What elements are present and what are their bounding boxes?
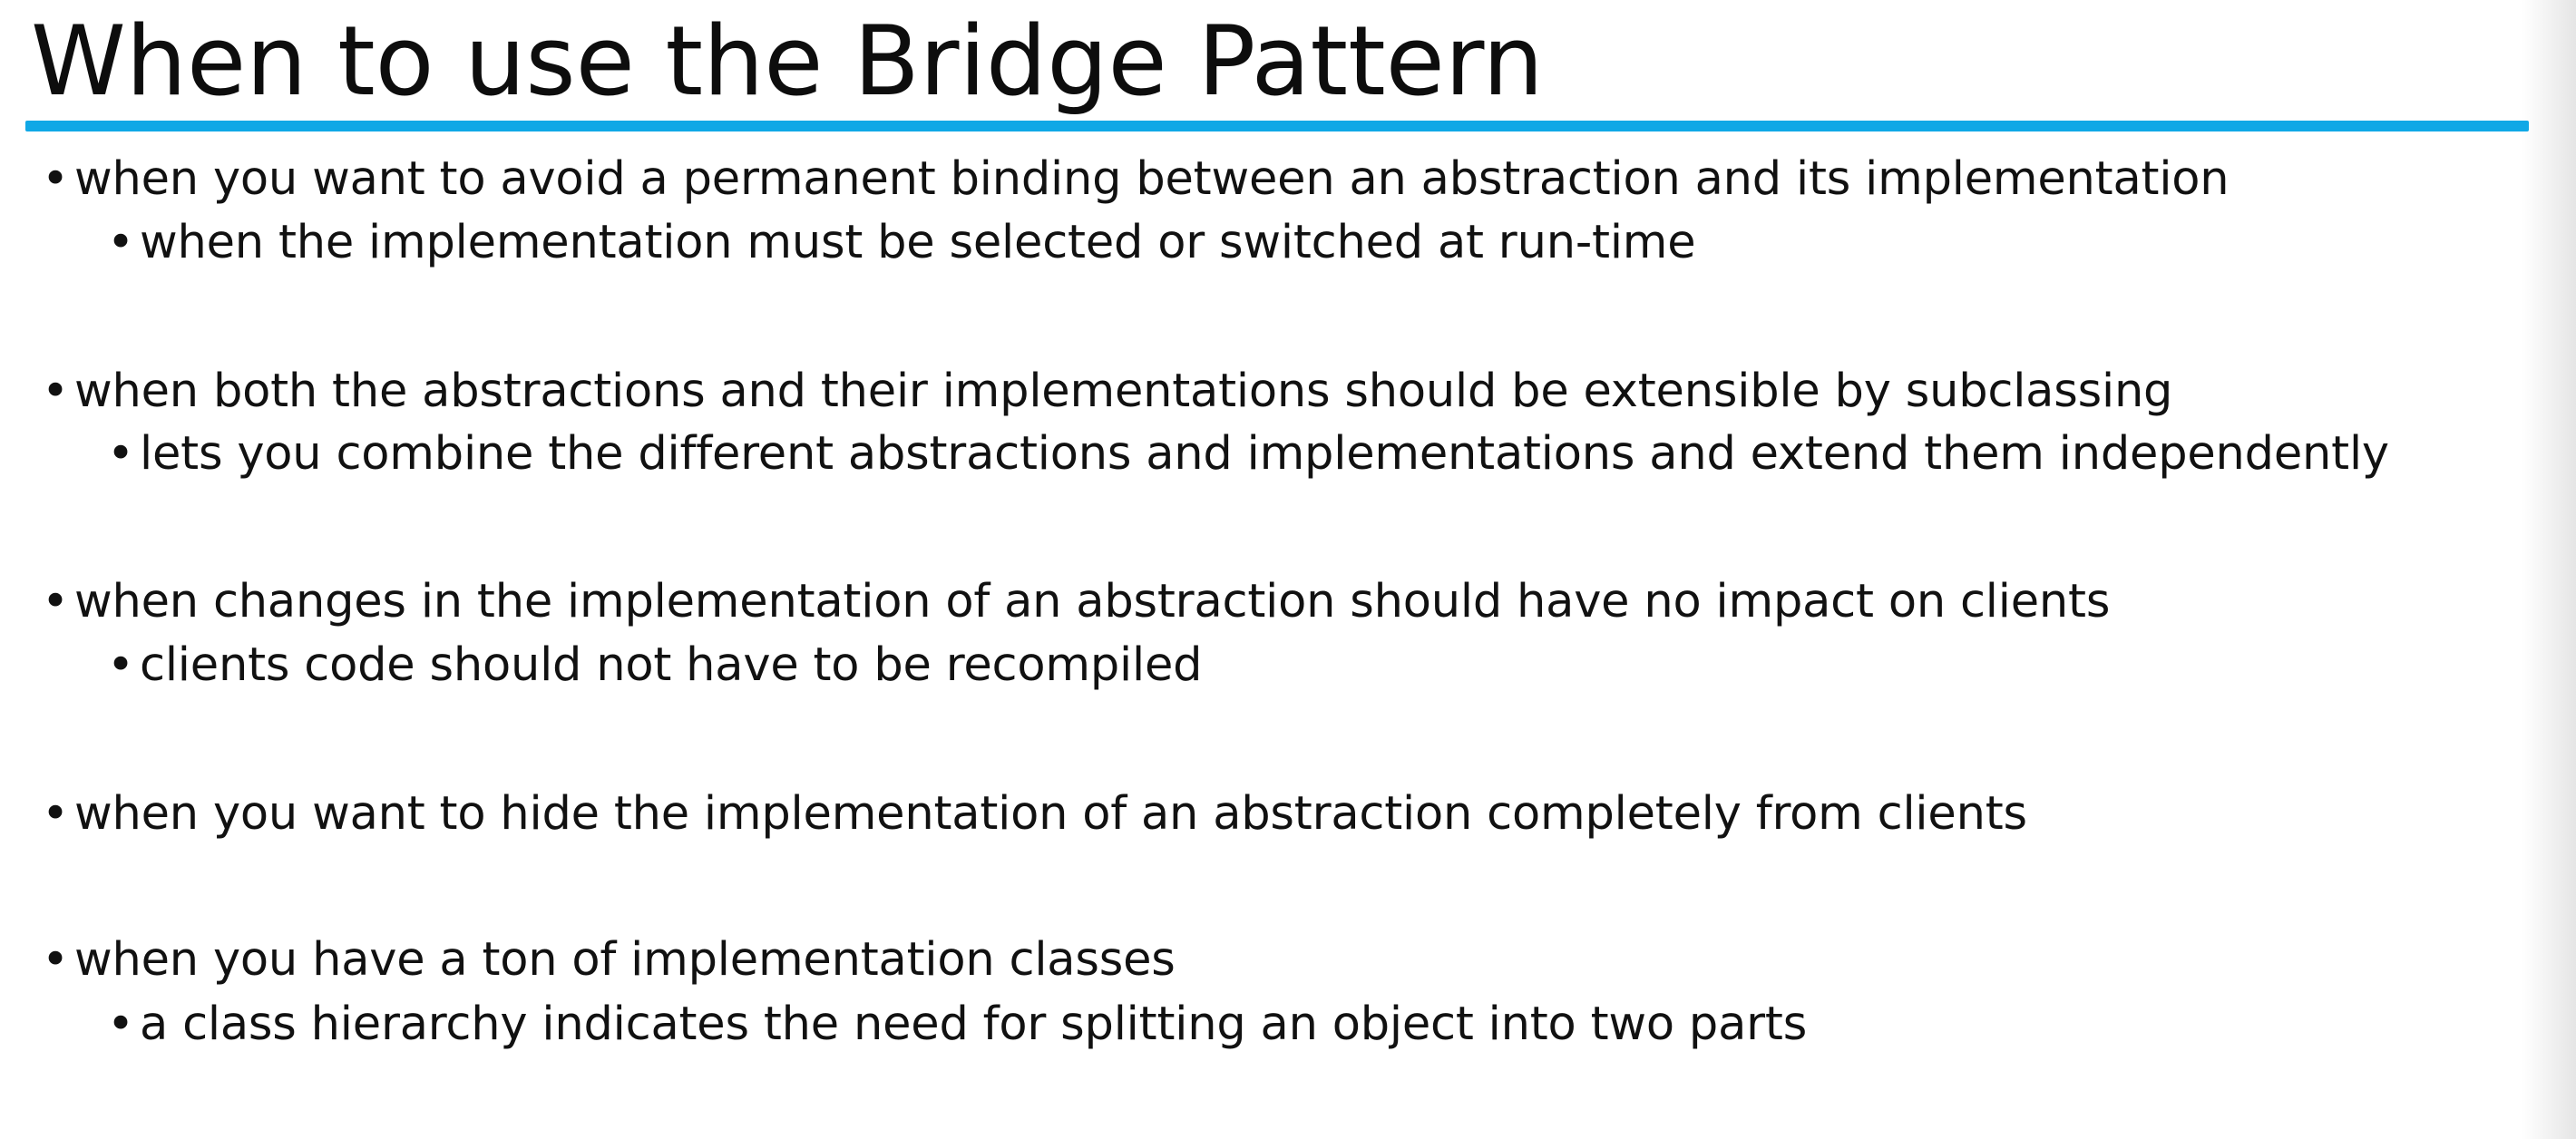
sub-bullet-point (107, 425, 2389, 483)
bullet-point (42, 573, 2110, 631)
sub-bullet-text: a class hierarchy indicates the need for splitting an object into two parts (140, 998, 1808, 1051)
bullet-text: when changes in the implementation of an abstraction should have no impact on clients (74, 575, 2111, 628)
bullet-dot-icon: • (42, 933, 69, 987)
bullet-dot-icon: • (107, 638, 134, 692)
bullet-point (42, 363, 2172, 421)
bullet-dot-icon: • (42, 365, 69, 418)
bullet-point (42, 931, 1176, 989)
slide-title: When to use the Bridge Pattern (31, 5, 1544, 117)
bullet-dot-icon: • (42, 575, 69, 628)
bullet-dot-icon: • (107, 216, 134, 269)
sub-bullet-point (107, 996, 1807, 1054)
bullet-dot-icon: • (107, 998, 134, 1051)
bullet-point (42, 151, 2229, 209)
bullet-text: when you want to hide the implementation of an abstraction completely from clients (74, 787, 2027, 841)
sub-bullet-point (107, 637, 1202, 695)
bullet-text: when you have a ton of implementation classes (74, 933, 1176, 987)
bullet-dot-icon: • (42, 152, 69, 206)
bullet-dot-icon: • (42, 787, 69, 841)
bullet-point (42, 785, 2027, 843)
sub-bullet-text: clients code should not have to be recompiled (140, 638, 1203, 692)
sub-bullet-text: lets you combine the different abstractions and implementations and extend them independently (140, 427, 2389, 481)
bullet-text: when you want to avoid a permanent binding between an abstraction and its implementation (74, 152, 2230, 206)
bullet-dot-icon: • (107, 427, 134, 481)
sub-bullet-point (107, 214, 1695, 272)
sub-bullet-text: when the implementation must be selected or switched at run-time (140, 216, 1696, 269)
bullet-text: when both the abstractions and their implementations should be extensible by subclassing (74, 365, 2173, 418)
